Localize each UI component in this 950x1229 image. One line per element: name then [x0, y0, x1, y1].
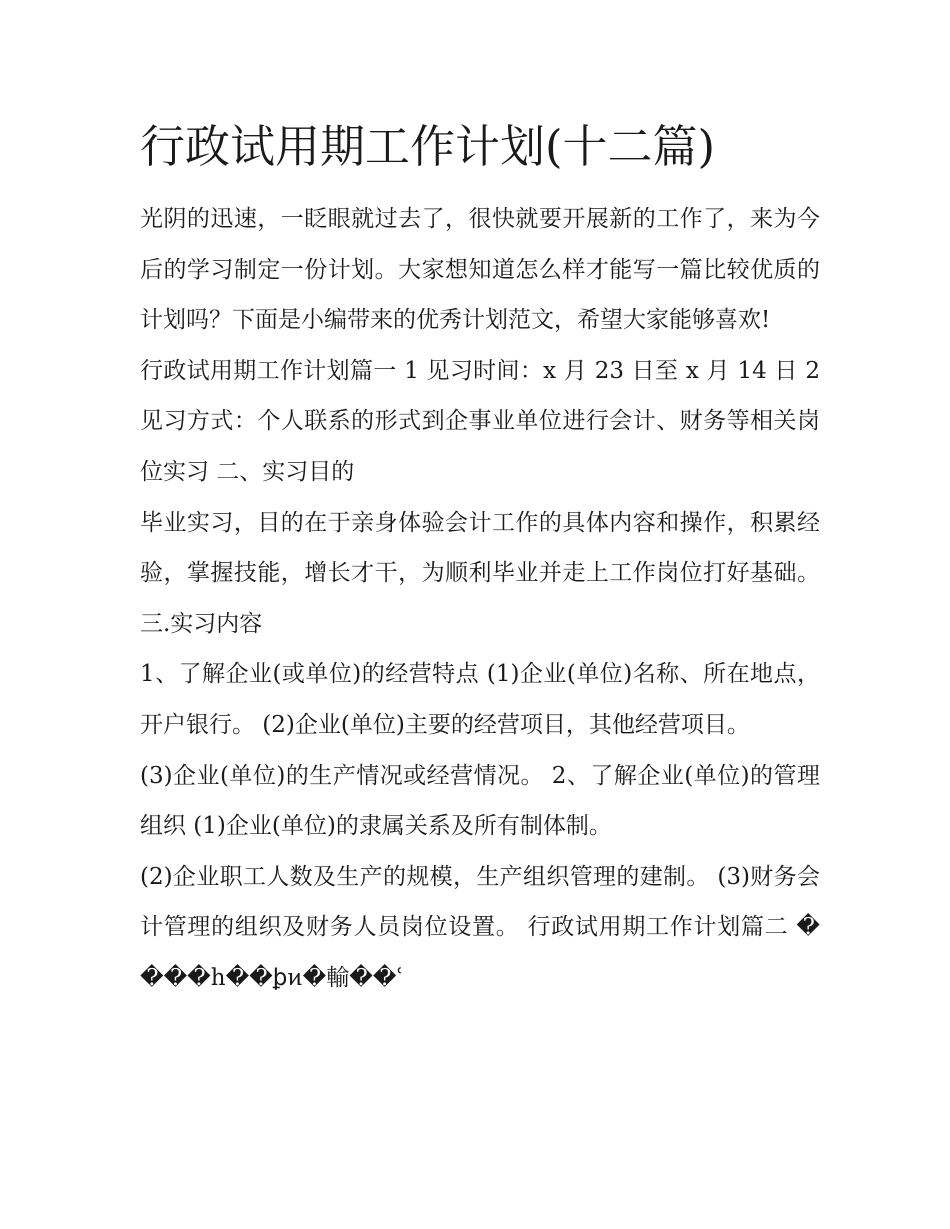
paragraph-section-1: 行政试用期工作计划篇一 1 见习时间：x 月 23 日至 x 月 14 日 2 见习方式：个人联系的形式到企事业单位进行会计、财务等相关岗位实习 二、实习目的 — [140, 357, 820, 485]
paragraph-intro: 光阴的迅速，一眨眼就过去了，很快就要开展新的工作了，来为今后的学习制定一份计划。大家想知道怎么样才能写一篇比较优质的计划吗？下面是小编带来的优秀计划范文，希望大家能够喜欢! — [140, 206, 820, 334]
paragraph-content-1: 1、了解企业(或单位)的经营特点 (1)企业(单位)名称、所在地点，开户银行。 (2)企业(单位)主要的经营项目，其他经营项目。 — [140, 661, 820, 738]
paragraph-content-3: (2)企业职工人数及生产的规模，生产组织管理的建制。 (3)财务会计管理的组织及财务人员岗位设置。 行政试用期工作计划篇二 ����h��ꝧͷ�輸��ʿ — [140, 863, 820, 991]
paragraph-content-2: (3)企业(单位)的生产情况或经营情况。 2、了解企业(单位)的管理组织 (1)企业(单位)的隶属关系及所有制体制。 — [140, 762, 820, 840]
document-page — [140, 112, 820, 1004]
paragraph-purpose: 毕业实习，目的在于亲身体验会计工作的具体内容和操作，积累经验，掌握技能，增长才干，为顺利毕业并走上工作岗位打好基础。 三.实习内容 — [140, 509, 820, 637]
document-title: 行政试用期工作计划(十二篇) — [140, 120, 716, 173]
